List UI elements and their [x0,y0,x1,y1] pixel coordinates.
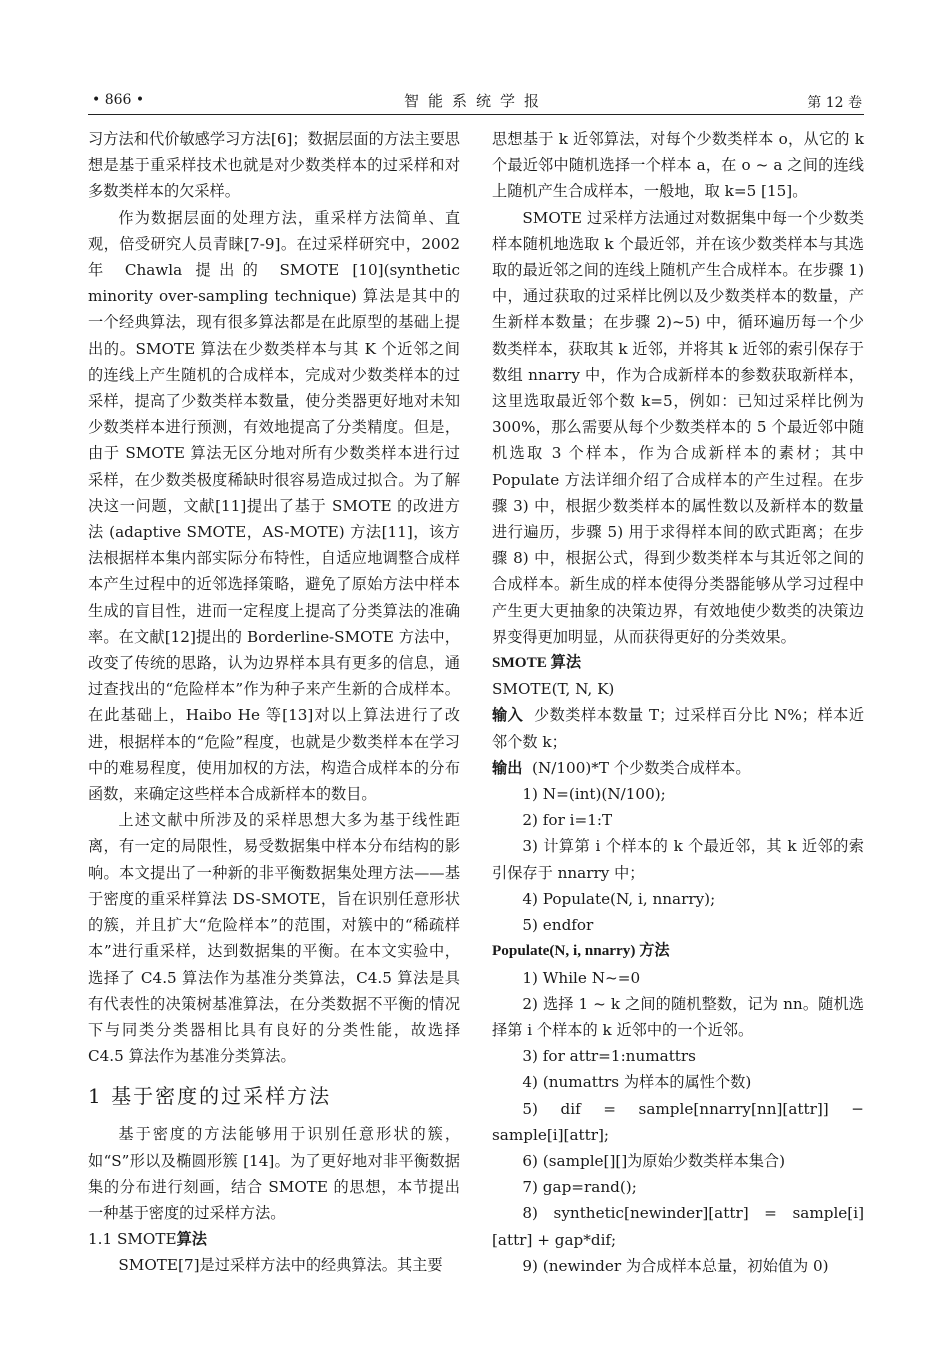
paragraph: 上述文献中所涉及的采样思想大多为基于线性距离，有一定的局限性，易受数据集中样本分布结构的影响。本文提出了一种新的非平衡数据集处理方法——基于密度的重采样算法 DS-SMOTE，旨在识别任意形状的簇，并且扩大“危险样本”的范围，对簇中的“稀疏样本”进行重采样，达到数据集的平衡。在本文实验中，选择了 C4.5 算法作为基准分类算法，C4.5 算法是具有代表性的决策树基准算法，在分类数据不平衡的情况下与同类分类器相比具有良好的分类性能，故选择 C4.5 算法作为基准分类算法。 [88,811,460,1066]
journal-title: 智能系统学报 [403,92,548,110]
paragraph: 基于密度的方法能够用于识别任意形状的簇，如“S”形以及椭圆形簇 [14]。为了更好地对非平衡数据集的分布进行刻画，结合 SMOTE 的思想，本节提出一种基于密度的过采样方法。 [88,1125,460,1222]
algorithm-output [492,755,864,781]
algorithm-title: Populate(N, i, nnarry) 方法 [492,942,670,960]
algorithm-input [492,702,864,754]
left-column [88,126,460,1279]
subsection-heading [88,1226,460,1252]
right-column [492,126,864,1279]
algorithm-step: 3) 计算第 i 个样本的 k 个最近邻，其 k 近邻的索引保存于 nnarry 中； [492,837,864,882]
running-header [88,88,864,115]
algorithm-step: 1) N=(int)(N/100); [522,785,666,804]
algorithm-step: 8) synthetic[newinder][attr] = sample[i][attr] + gap*dif; [492,1204,864,1249]
algorithm-step: 5) endfor [522,916,594,935]
input-text: 少数类样本数量 T；过采样百分比 N%；样本近邻个数 k； [492,706,865,751]
subsection-title: 算法 [176,1230,207,1249]
paragraph: 作为数据层面的处理方法，重采样方法简单、直观，倍受研究人员青睐[7-9]。在过采样研究中，2002 年 Chawla 提出的 SMOTE [10](synthetic minority over-sampling technique) 算法是其中的一个经典算法，现有很多算法都是在此原型的基础上提出的。SMOTE 算法在少数类样本与其 K 个近邻之间的连线上产生随机的合成样本，完成对少数类样本的过采样，提高了少数类样本数量，使分类器更好地对未知少数类样本进行预测，有效地提高了分类精度。但是，由于 SMOTE 算法无区分地对所有少数类样本进行过采样，在少数类极度稀缺时很容易造成过拟合。为了解决这一问题，文献[11]提出了基于 SMOTE 的改进方法 (adaptive SMOTE，AS-MOTE) 方法[11]，该方法根据样本集内部实际分布特性，自适应地调整合成样本产生过程中的近邻选择策略，避免了原始方法中样本生成的盲目性，进而一定程度上提高了分类算法的准确率。在文献[12]提出的 Borderline-SMOTE 方法中，改变了传统的思路，认为边界样本具有更多的信息，通过查找出的“危险样本”作为种子来产生新的合成样本。在此基础上，Haibo He 等[13]对以上算法进行了改进，根据样本的“危险”程度，也就是少数类样本在学习中的难易程度，使用加权的方法，构造合成样本的分布函数，来确定这些样本合成新样本的数目。 [88,208,460,804]
algorithm-step: 4) Populate(N, i, nnarry); [522,889,716,908]
algorithm-step: 1) While N~=0 [522,968,641,987]
algorithm-step: 2) for i=1:T [522,811,613,830]
algorithm-step: 7) gap=rand(); [522,1178,637,1197]
paragraph: 思想基于 k 近邻算法，对每个少数类样本 o，从它的 k 个最近邻中随机选择一个样本 a，在 o ~ a 之间的连线上随机产生合成样本，一般地，取 k=5 [15]。 [492,130,864,201]
paragraph: 习方法和代价敏感学习方法[6]；数据层面的方法主要思想是基于重采样技术也就是对少数类样本的过采样和对多数类样本的欠采样。 [88,130,460,201]
algorithm-step: 5) dif = sample[nnarry[nn][attr]] − sample[i][attr]; [492,1099,864,1144]
subsection-number: 1.1 SMOTE [88,1230,177,1249]
output-text: (N/100)*T 个少数类合成样本。 [532,758,751,777]
algorithm-step: 2) 选择 1 ~ k 之间的随机整数，记为 nn。随机选择第 i 个样本的 k 近邻中的一个近邻。 [492,994,864,1039]
output-label: 输出 [492,758,523,777]
algorithm-signature: SMOTE(T, N, K) [492,680,615,699]
algorithm-step: 6) (sample[][]为原始少数类样本集合) [522,1151,786,1170]
page-number: • 866 • [92,92,145,108]
paragraph: SMOTE[7]是过采样方法中的经典算法。其主要 [118,1256,443,1275]
paragraph: SMOTE 过采样方法通过对数据集中每一个少数类样本随机地选取 k 个最近邻，并在该少数类样本与其选取的最近邻之间的连线上随机产生合成样本。在步骤 1) 中，通过获取的过采样比例以及少数类样本的数量，产生新样本数量；在步骤 2)~5) 中，循环遍历每一个少数类样本，获取其 k 近邻，并将其 k 近邻的索引保存于数组 nnarry 中，作为合成新样本的参数获取新样本，这里选取最近邻个数 k=5，例如：已知过采样比例为 300%，那么需要从每个少数类样本的 5 个最近邻中随机选取 3 个样本，作为合成新样本的素材；其中 Populate 方法详细介绍了合成样本的产生过程。在步骤 3) 中，根据少数类样本的属性数以及新样本的数量进行遍历，步骤 5) 用于求得样本间的欧式距离；在步骤 8) 中，根据公式，得到少数类样本与其近邻之间的合成样本。新生成的样本使得分类器能够从学习过程中产生更大更抽象的决策边界，有效地使少数类的决策边界变得更加明显，从而获得更好的分类效果。 [492,208,864,646]
algorithm-step: 4) (numattrs 为样本的属性个数) [522,1073,752,1092]
input-label: 输入 [492,706,524,725]
algorithm-title: SMOTE 算法 [492,654,582,672]
algorithm-step: 3) for attr=1:numattrs [522,1047,696,1066]
volume-label: 第 12 卷 [807,95,862,111]
algorithm-step: 9) (newinder 为合成样本总量，初始值为 0) [522,1256,829,1275]
section-heading: 1 基于密度的过采样方法 [88,1084,332,1109]
